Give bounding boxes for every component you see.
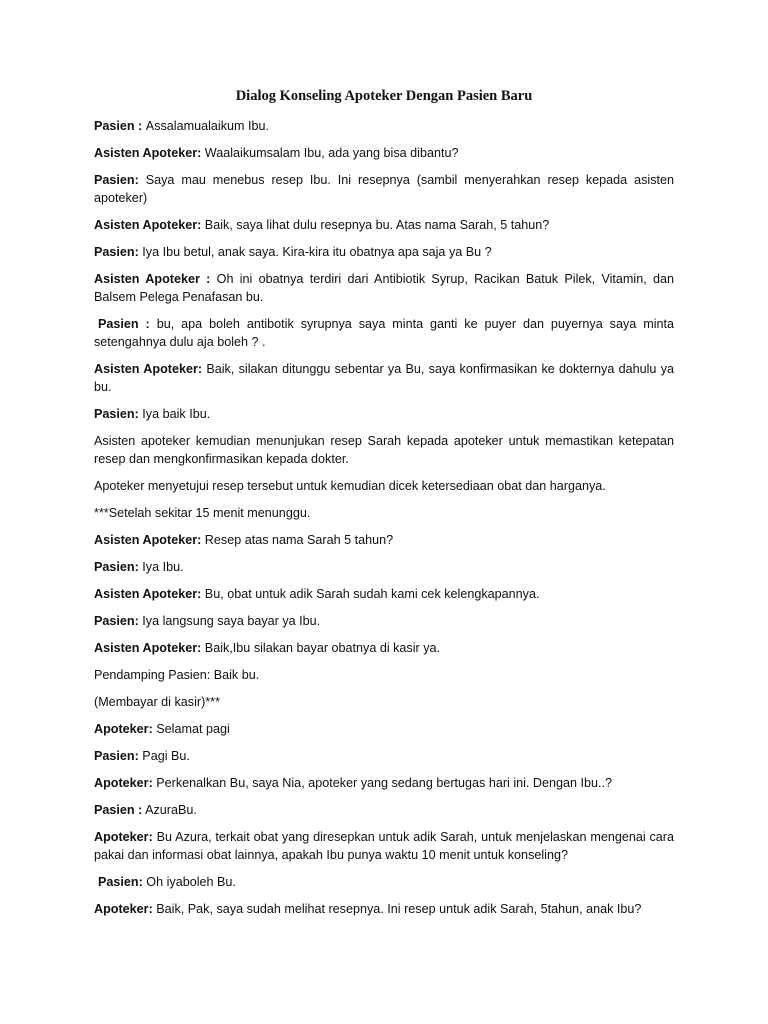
- dialog-text: AzuraBu.: [142, 803, 197, 817]
- dialog-text: Baik, Pak, saya sudah melihat resepnya. Ini resep untuk adik Sarah, 5tahun, anak Ibu?: [152, 902, 642, 916]
- dialog-text: Iya Ibu.: [138, 560, 184, 574]
- dialog-text: Bu Azura, terkait obat yang diresepkan untuk adik Sarah, untuk menjelaskan mengenai cara pakai dan informasi obat lainnya, apakah Ibu punya waktu 10 menit untuk konseling?: [94, 830, 674, 862]
- dialog-paragraph: [94, 558, 674, 576]
- dialog-text: Oh ini obatnya terdiri dari Antibiotik Syrup, Racikan Batuk Pilek, Vitamin, dan Balsem Pelega Penafasan bu.: [94, 272, 674, 304]
- speaker-label: Asisten Apoteker:: [94, 218, 202, 232]
- speaker-label: Asisten Apoteker:: [94, 533, 202, 547]
- dialog-paragraph: [94, 117, 674, 135]
- dialog-paragraph: [94, 693, 674, 711]
- speaker-label: Pasien:: [94, 614, 139, 628]
- dialog-paragraph: [94, 612, 674, 630]
- dialog-paragraph: [94, 747, 674, 765]
- speaker-label: Pasien:: [94, 749, 139, 763]
- dialog-paragraph: [94, 585, 674, 603]
- dialog-paragraph: [94, 666, 674, 684]
- dialog-text: Perkenalkan Bu, saya Nia, apoteker yang sedang bertugas hari ini. Dengan Ibu..?: [152, 776, 613, 790]
- speaker-label: Asisten Apoteker:: [94, 587, 202, 601]
- speaker-label: Apoteker:: [94, 776, 153, 790]
- dialog-paragraph: [94, 801, 674, 819]
- dialog-text: Oh iyaboleh Bu.: [142, 875, 236, 889]
- speaker-label: Asisten Apoteker:: [94, 146, 202, 160]
- speaker-label: Pasien:: [94, 560, 139, 574]
- dialog-text: Iya langsung saya bayar ya Ibu.: [138, 614, 321, 628]
- dialog-paragraph: [94, 828, 674, 864]
- speaker-label: Pasien:: [94, 245, 139, 259]
- speaker-label: Pasien:: [98, 875, 143, 889]
- dialog-paragraph: [94, 216, 674, 234]
- speaker-label: Asisten Apoteker :: [94, 272, 211, 286]
- dialog-text: Assalamualaikum Ibu.: [145, 119, 269, 133]
- dialog-paragraph: [94, 774, 674, 792]
- dialog-text: Baik,Ibu silakan bayar obatnya di kasir ya.: [201, 641, 441, 655]
- dialog-text: Iya baik Ibu.: [138, 407, 211, 421]
- dialog-paragraph: [94, 432, 674, 468]
- dialog-text: Selamat pagi: [152, 722, 230, 736]
- speaker-label: Pasien:: [94, 173, 139, 187]
- dialog-text: Pagi Bu.: [138, 749, 190, 763]
- speaker-label: Pasien:: [94, 407, 139, 421]
- dialog-text: Waalaikumsalam Ibu, ada yang bisa dibantu?: [201, 146, 459, 160]
- document-title: Dialog Konseling Apoteker Dengan Pasien Baru: [235, 88, 533, 104]
- dialog-paragraph: [94, 531, 674, 549]
- dialog-text: (Membayar di kasir)***: [94, 695, 220, 709]
- dialog-text: Saya mau menebus resep Ibu. Ini resepnya (sambil menyerahkan resep kepada asisten apoteker): [94, 173, 674, 205]
- dialog-text: Apoteker menyetujui resep tersebut untuk kemudian dicek ketersediaan obat dan harganya.: [94, 479, 606, 493]
- dialog-text: Bu, obat untuk adik Sarah sudah kami cek kelengkapannya.: [201, 587, 540, 601]
- speaker-label: Apoteker:: [94, 722, 153, 736]
- dialog-paragraph: [94, 720, 674, 738]
- dialog-text: Pendamping Pasien: Baik bu.: [94, 668, 260, 682]
- dialog-paragraph: [94, 315, 674, 351]
- dialog-text: bu, apa boleh antibotik syrupnya saya minta ganti ke puyer dan puyernya saya minta setengahnya dulu aja boleh ? .: [94, 317, 675, 349]
- dialog-text: ***Setelah sekitar 15 menit menunggu.: [94, 506, 311, 520]
- speaker-label: Pasien :: [94, 803, 143, 817]
- dialog-paragraph: [94, 639, 674, 657]
- speaker-label: Asisten Apoteker:: [94, 362, 203, 376]
- dialog-paragraph: [94, 243, 674, 261]
- dialog-paragraph: [94, 171, 674, 207]
- dialog-paragraph: [94, 504, 674, 522]
- dialog-text: Baik, silakan ditunggu sebentar ya Bu, saya konfirmasikan ke dokternya dahulu ya bu.: [94, 362, 674, 394]
- dialog-text: Asisten apoteker kemudian menunjukan resep Sarah kepada apoteker untuk memastikan ketepatan resep dan mengkonfirmasikan kepada dokter.: [94, 434, 674, 466]
- dialog-paragraph: [94, 144, 674, 162]
- speaker-label: Pasien :: [98, 317, 150, 331]
- dialog-paragraph: [94, 873, 674, 891]
- dialog-paragraph: [94, 270, 674, 306]
- speaker-label: Apoteker:: [94, 902, 153, 916]
- speaker-label: Pasien :: [94, 119, 146, 133]
- dialog-paragraph: [94, 405, 674, 423]
- dialog-paragraph: [94, 900, 674, 918]
- dialog-paragraph: [94, 477, 674, 495]
- dialog-text: Resep atas nama Sarah 5 tahun?: [201, 533, 394, 547]
- speaker-label: Asisten Apoteker:: [94, 641, 202, 655]
- dialog-paragraph: [94, 360, 674, 396]
- dialog-body: [94, 117, 674, 927]
- dialog-text: Iya Ibu betul, anak saya. Kira-kira itu obatnya apa saja ya Bu ?: [138, 245, 492, 259]
- speaker-label: Apoteker:: [94, 830, 153, 844]
- dialog-text: Baik, saya lihat dulu resepnya bu. Atas nama Sarah, 5 tahun?: [201, 218, 550, 232]
